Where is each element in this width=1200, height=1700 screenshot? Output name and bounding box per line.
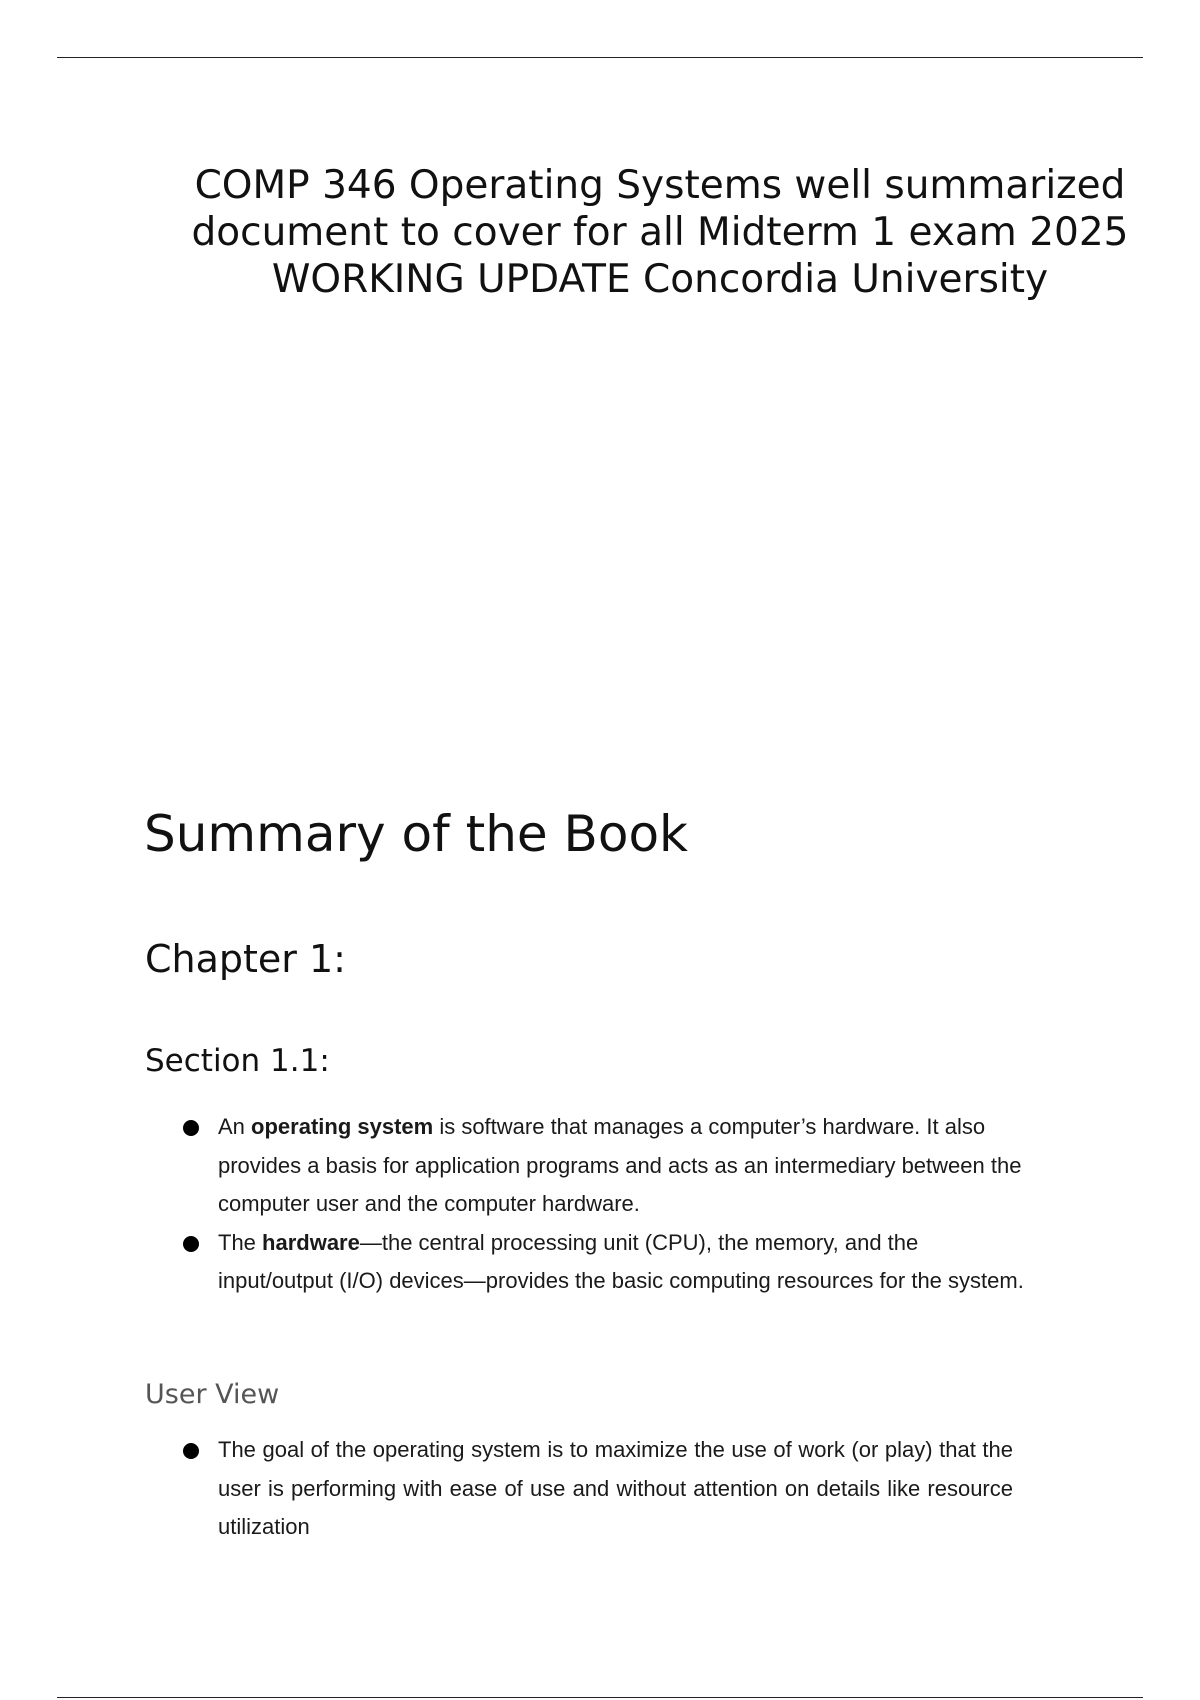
- bullet-text: —the central processing unit (CPU), the memory, and the input/output (I/O) devices—provides the basic computing resources for the system.: [218, 1229, 1024, 1293]
- book-summary-heading: Summary of the Book: [144, 805, 688, 863]
- bullet-dot-icon: [183, 1120, 199, 1136]
- user-view-bullet-list: [0, 1431, 1013, 1547]
- document-title: [165, 162, 1155, 303]
- bullet-prefix: An: [218, 1114, 252, 1139]
- footer-rule: [57, 1697, 1143, 1698]
- section-bullet-list: [0, 1108, 1038, 1301]
- bullet-prefix: The: [218, 1229, 263, 1255]
- title-line-3: WORKING UPDATE Concordia University: [271, 257, 1049, 302]
- section-heading: Section 1.1:: [145, 1043, 330, 1079]
- bold-term-operating-system: operating system: [251, 1114, 434, 1139]
- bold-term-hardware: hardware: [262, 1229, 360, 1255]
- title-line-1: COMP 346 Operating Systems well summarized: [194, 163, 1126, 208]
- bullet-dot-icon: [183, 1443, 199, 1459]
- list-item: [0, 1108, 1038, 1224]
- header-rule: [57, 57, 1143, 58]
- bullet-text: is software that manages a computer’s hardware. It also provides a basis for application programs and acts as an intermediary between the computer user and the computer hardware.: [218, 1114, 1022, 1216]
- list-item: [0, 1431, 1013, 1547]
- chapter-heading: Chapter 1:: [145, 937, 346, 981]
- user-view-heading: User View: [145, 1379, 280, 1410]
- bullet-dot-icon: [183, 1236, 199, 1252]
- bullet-text: The goal of the operating system is to maximize the use of work (or play) that the user is performing with ease of use and without attention on details like resource utilization: [218, 1437, 1013, 1539]
- title-line-2: document to cover for all Midterm 1 exam 2025: [191, 210, 1129, 255]
- list-item: [0, 1224, 1038, 1301]
